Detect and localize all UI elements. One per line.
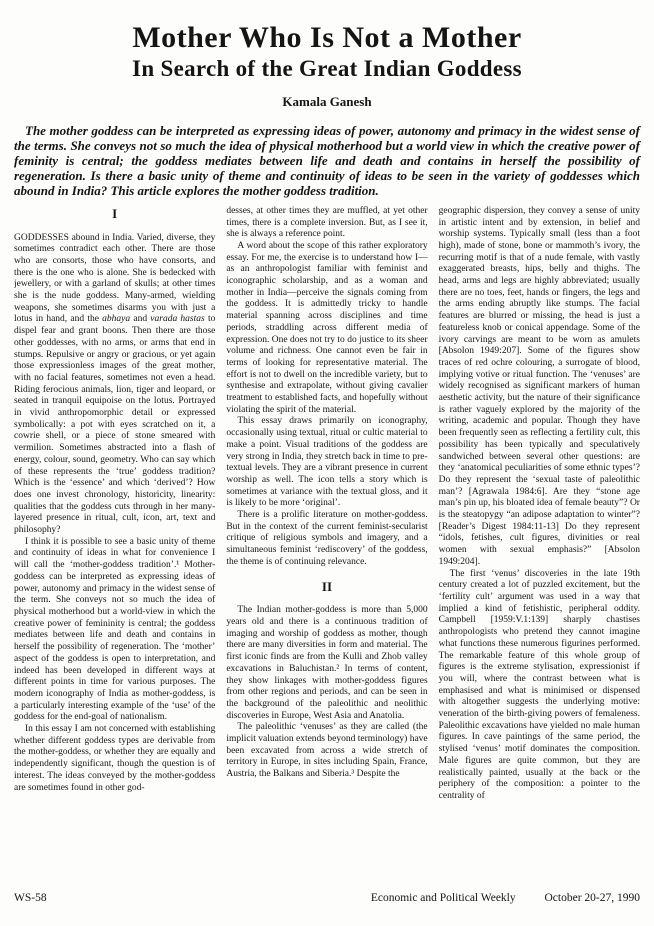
article-title: Mother Who Is Not a Mother <box>132 21 522 54</box>
paragraph: GODDESSES abound in India. Varied, diverse, they sometimes contradict each other. There are those who are consorts, those who have consorts, and there is the one who is alone. She is bedecked with jewellery, or with a garland of skulls; at other times she is the nude goddess. Many-armed, wielding weapons, she sometimes disarms you with just a lotus in hand, and the abhaya and varada hastas to dispel fear and grant boons. Then there are those other goddesses, with no arms, or arms that end in stumps. Repulsive or angry or gracious, or yet again those expressionless images of the great mother, with no facial features, sometimes not even a head. Riding ferocious animals, lion, tiger and leopard, or seated in tranquil equipoise on the lotus. Portrayed in vivid anthropomorphic detail or expressed symbolically: a pot with eyes scratched on it, a cowrie shell, or a piece of stone smeared with vermilion. Sometimes abstracted into a flash of energy, colour, sound, geometry. Who can say which of these represents the ‘true’ goddess tradition? Which is the ‘essence’ and which ‘derived’? How does one invest chronology, historicity, linearity: qualities that the goddess cuts through in her many-layered presence in ritual, cult, icon, art, text and philosophy? <box>14 232 216 536</box>
paragraph: In this essay I am not concerned with establishing whether different goddess types are derivable from the mother-goddess, or whether they are equally and independently significant, though the question is of interest. The ideas conveyed by the mother-goddess are sometimes found in other god- <box>14 724 216 793</box>
paragraph: This essay draws primarily on iconography, occasionally using textual, ritual or cultic material to make a point. Visual traditions of the goddess are very strong in India, they stretch back in time to pre-textual levels. They are a vibrant presence in current worship as well. The icon tells a story which is sometimes at variance with the textual gloss, and it is likely to be more ‘original’. <box>226 416 428 509</box>
column-1 <box>14 206 215 906</box>
paragraph: A word about the scope of this rather exploratory essay. For me, the exercise is to understand how I—as an anthropologist familiar with feminist and iconographic scholarship, and as a woman and mother in India—perceive the signals coming from the goddess. It is admittedly tricky to handle material spanning across disciplines and time periods, straddling across different media of expression. One does not try to do justice to its sheer volume and richness. One cannot even be fair in terms of looking for representative material. The effort is not to dwell on the incredible variety, but to synthesise and extrapolate, without giving cavalier treatment to established facts, and hopefully without violating the spirit of the material. <box>226 240 428 415</box>
paragraph: The paleolithic ‘venuses’ as they are called (the implicit valuation extends beyond terminology) have been excavated from across a wide stretch of territory in Europe, in sites including Spain, France, Austria, the Balkans and Siberia.³ Despite the <box>226 722 428 780</box>
page-number: WS-58 <box>14 892 47 904</box>
column-3 <box>439 206 640 906</box>
abstract: The mother goddess can be interpreted as expressing ideas of power, autonomy and primacy in the widest sense of the terms. She conveys not so much the idea of physical motherhood but a world view in which the creative power of feminity is central; the goddess mediates between life and death and contains in herself the possibility of regeneration. Is there a basic unity of theme and continuity of ideas to be seen in the variety of goddesses which abound in India? This article explores the mother goddess tradition. <box>14 122 640 198</box>
issue-date: October 20-27, 1990 <box>544 892 640 904</box>
page-footer <box>14 892 640 904</box>
column-2 <box>226 206 427 906</box>
section-heading: I <box>112 205 118 221</box>
paragraph: The first ‘venus’ discoveries in the late 19th century created a lot of puzzled excitement, but the ‘fertility cult’ argument was used in a way that implied a kind of fetishistic, peripheral oddity. Campbell [1959:V.1:139] sharply chastises anthropologists who pretend they cannot imagine what functions these numerous figurines performed. The remarkable feature of this whole group of figures is the extreme stylisation, expressionist if you will, where the contrast between what is emphasised and what is minimised or dispensed with altogether suggests the underlying motive: veneration of the birth-giving powers of femaleness. Paleolithic excavations have yielded no male human figures. In cave paintings of the same period, the stylised ‘venus’ motif dominates the composition. Male figures are quite common, but they are realistically painted, usually at the back or the periphery of the composition: a pointer to the centrality of <box>438 568 640 801</box>
paragraph: I think it is possible to see a basic unity of theme and continuity of ideas in what for convenience I will call the ‘mother-goddess tradition’.¹ Mother-goddess can be interpreted as expressing ideas of power, autonomy and primacy in the widest sense of the term. She conveys not so much the idea of physical motherhood but a world-view in which the creative power of femininity is central; the goddess mediates between life and death and contains in herself the possibility of regeneration. The ‘mother’ aspect of the goddess is open to interpretation, and indeed has been developed in different ways at different points in time for various purposes. The modern iconography of India as mother-goddess, is a particularly interesting example of the ‘use’ of the goddess for the end-goal of nationalism. <box>14 536 216 723</box>
journal-name: Economic and Political Weekly <box>370 892 516 904</box>
section-heading: II <box>321 578 333 594</box>
paragraph: The Indian mother-goddess is more than 5,000 years old and there is a continuous tradition of imaging and worship of goddess as mother, though there are many diversities in form and material. The first iconic finds are from the Kulli and Zhob valley excavations in Baluchistan.² In terms of content, they show linkages with mother-goddess figures from other regions and periods, and can be seen in the background of the paleolithic and neolithic discoveries in Europe, West Asia and Anatolia. <box>226 605 428 721</box>
paragraph: geographic dispersion, they convey a sense of unity in artistic intent and by extension, in belief and worship systems. Typically small (less than a foot high), made of stone, bone or mammoth’s ivory, the recurring motif is that of a nude female, with vastly exaggerated breasts, hips, belly and thighs. The head, arms and legs are highly abbreviated; usually there are no toes, feet, hands or fingers, the legs and the arms ending abruptly like stumps. The facial features are blurred or missing, the head is just a featureless knob or conical appendage. Some of the ivory carvings are meant to be worn as amulets [Absolon 1949:207]. Some of the figures show traces of red ochre colouring, a surrogate of blood, implying votive or ritual function. The ‘venuses’ are widely recognised as significant markers of human aesthetic activity, but the nature of their significance is rather vaguely explored by the majority of the writing, academic and popular. Though they have been frequently seen as reflecting a fertility cult, this possibility has been typically and speculatively sandwiched between several other questions: are they ‘anatomical peculiarities of some ethnic types’? Do they represent the ‘sexual taste of paleolithic man’? [Agrawala 1984:6]. Are they “stone age man’s pin up, his bloated idea of female beauty”? Or is the steatopygy “an adipose adaptation to winter”? [Reader’s Digest 1984:11-13] Do they represent “idols, fetishes, cult figures, divinities or real women with sexual emphasis?” [Absolon 1949:204]. <box>438 205 640 567</box>
author-name: Kamala Ganesh <box>282 93 372 109</box>
paragraph: There is a prolific literature on mother-goddess. But in the context of the current feminist-secularist critique of religious symbols and imagery, and a simultaneous feminist ‘rediscovery’ of the goddess, the theme is of continuing relevance. <box>226 510 428 567</box>
article-subtitle: In Search of the Great Indian Goddess <box>132 55 522 81</box>
footer-right <box>371 892 640 904</box>
article-columns <box>14 206 640 906</box>
paragraph: desses, at other times they are muffled, at yet other times, there is a complete inversion. But, as I see it, she is always a reference point. <box>226 205 428 240</box>
